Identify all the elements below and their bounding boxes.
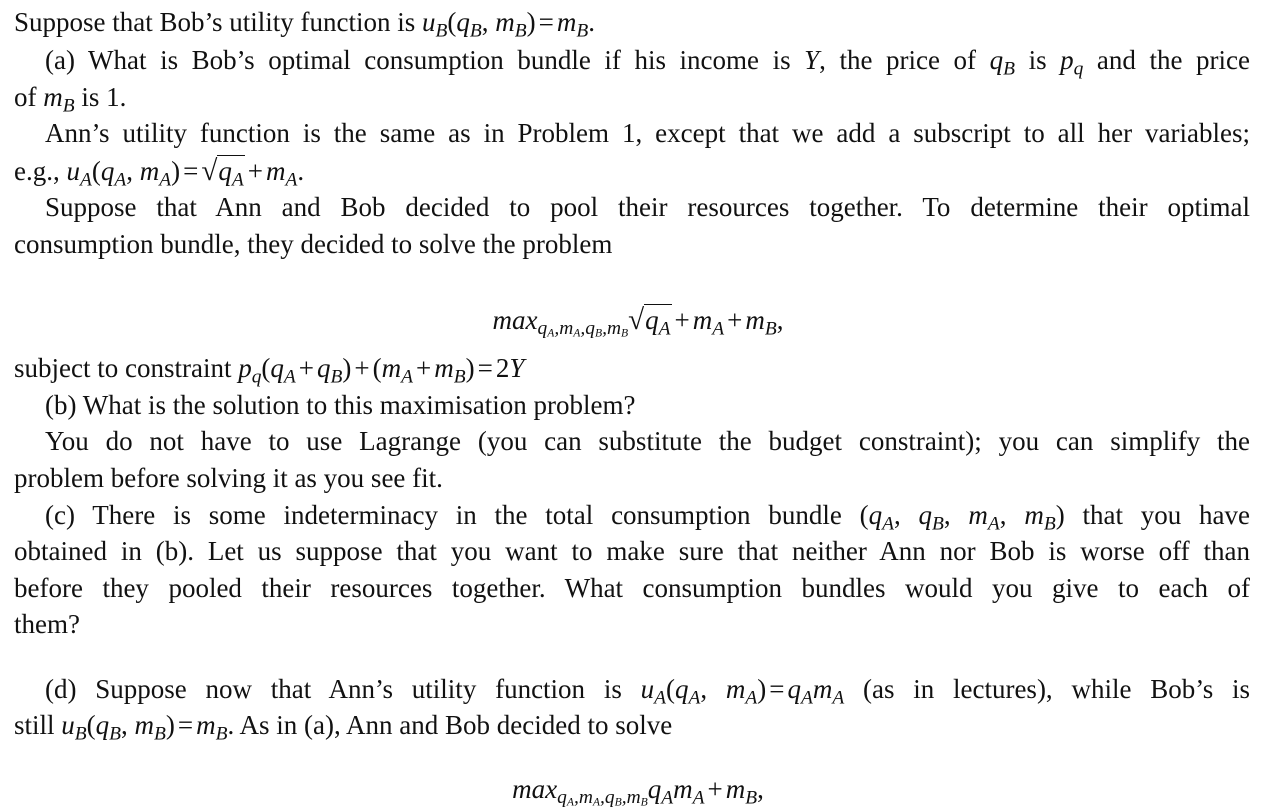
text-span: is bbox=[1015, 45, 1061, 75]
pool-resources-line-cont: consumption bundle, they decided to solve the problem bbox=[14, 229, 613, 259]
question-a-line: (a) What is Bob’s optimal consumption bundle if his income is Y, the price of $q_B$ is $p_q$ and the price bbox=[45, 45, 1250, 80]
text-span: and the price bbox=[1083, 45, 1250, 75]
text-span: . As in (a), Ann and Bob decided to solve bbox=[227, 710, 673, 740]
text-span: (as in lectures), while Bob’s is bbox=[844, 674, 1250, 704]
question-a-line-cont: of $m_B$ is 1. bbox=[14, 82, 127, 117]
question-c-line: (c) There is some indeterminacy in the total consumption bundle ($q_A$, $q_B$, $m_A$, $m_B$) that you have bbox=[45, 500, 1250, 535]
text-span: that you have bbox=[1064, 500, 1250, 530]
question-c-line-3: before they pooled their resources together. What consumption bundles would you give to each of bbox=[14, 573, 1250, 603]
text-span: , the price of bbox=[819, 45, 990, 75]
text-span: (c) There is some indeterminacy in the total consumption bundle bbox=[45, 500, 860, 530]
question-c-line-2: obtained in (b). Let us suppose that you want to make sure that neither Ann nor Bob is worse off than bbox=[14, 536, 1250, 566]
intro-line: Suppose that Bob’s utility function is $u_B(q_B$, $m_B) = m_B$. bbox=[14, 7, 595, 42]
text-span: Suppose that Bob’s utility function is bbox=[14, 7, 423, 37]
question-b-line: (b) What is the solution to this maximisation problem? bbox=[45, 390, 636, 420]
max-equation-1: $\max_{qA,mA,qB,mB}√q_A + m_A + m_B$, bbox=[492, 304, 784, 340]
question-d-line: (d) Suppose now that Ann’s utility function is $u_A(q_A$, $m_A) = q_Am_A$ (as in lectures), while Bob’s is bbox=[45, 674, 1250, 709]
question-c-line-4: them? bbox=[14, 609, 80, 639]
constraint-line: subject to constraint $p_q(q_A + q_B) + (m_A + m_B) = 2Y$ bbox=[14, 353, 525, 388]
ann-utility-example: e.g., $u_A(q_A$, $m_A) = √q_A + m_A$. bbox=[14, 155, 305, 191]
text-span: (a) What is Bob’s optimal consumption bundle if his income is bbox=[45, 45, 805, 75]
text-span: still bbox=[14, 710, 62, 740]
text-span: is 1. bbox=[74, 82, 127, 112]
text-span: of bbox=[14, 82, 44, 112]
question-d-line-cont: still $u_B(q_B$, $m_B) = m_B$. As in (a), Ann and Bob decided to solve bbox=[14, 710, 673, 745]
pool-resources-line: Suppose that Ann and Bob decided to pool their resources together. To determine their optimal bbox=[45, 192, 1250, 222]
ann-utility-line: Ann’s utility function is the same as in Problem 1, except that we add a subscript to all her variables; bbox=[45, 118, 1250, 148]
lagrange-hint-line-cont: problem before solving it as you see fit. bbox=[14, 463, 443, 493]
text-span: e.g., bbox=[14, 156, 67, 186]
max-equation-2: $\max_{qA,mA,qB,mB}q_Am_A + m_B$, bbox=[512, 774, 764, 809]
text-span: (d) Suppose now that Ann’s utility function is bbox=[45, 674, 641, 704]
text-span: subject to constraint bbox=[14, 353, 239, 383]
lagrange-hint-line: You do not have to use Lagrange (you can substitute the budget constraint); you can simplify the bbox=[45, 426, 1250, 456]
